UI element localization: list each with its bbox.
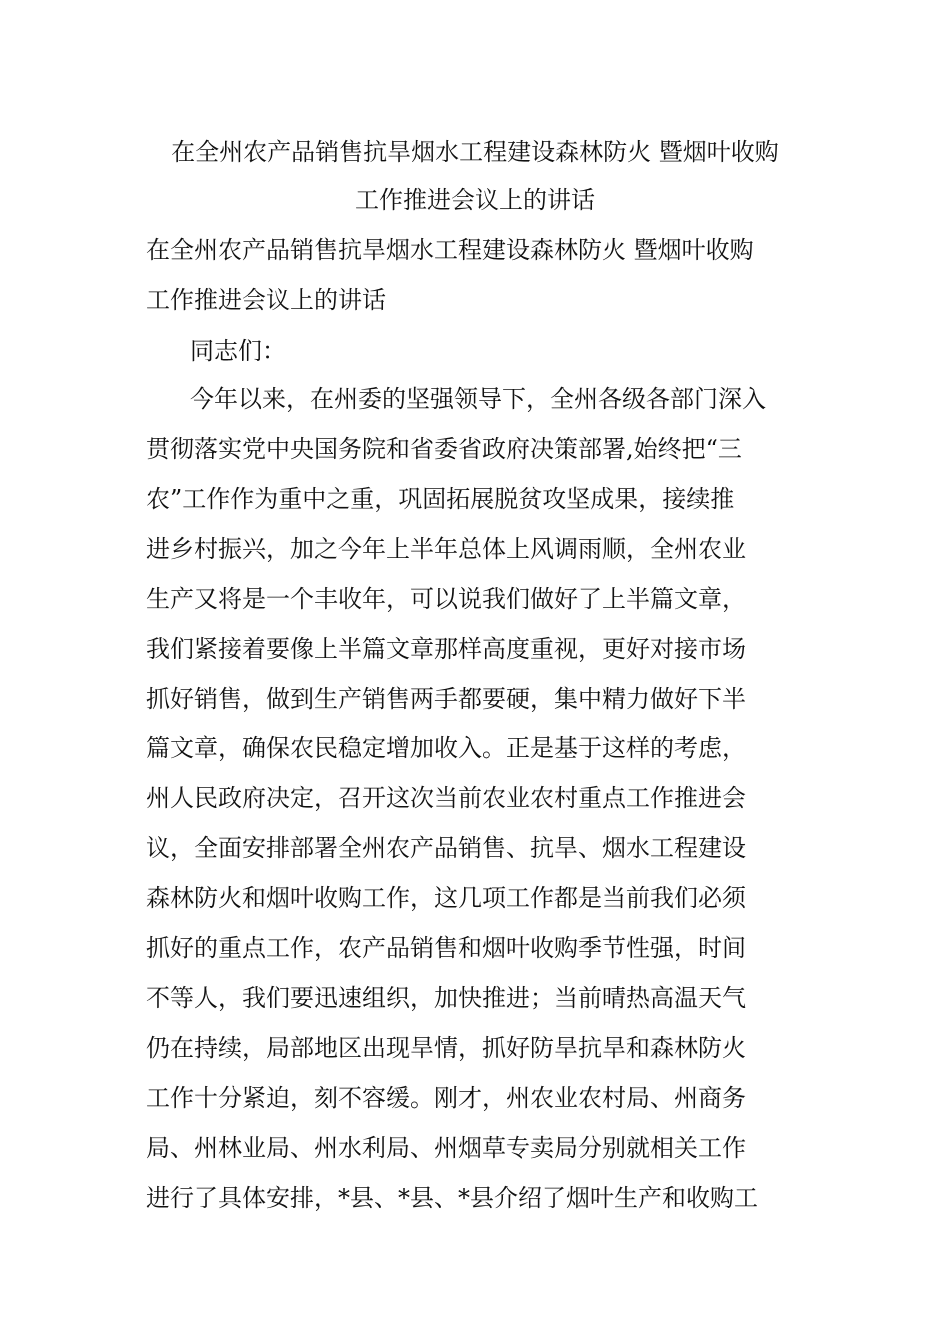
body-line-8: 篇文章，确保农民稳定增加收入。正是基于这样的考虑， xyxy=(146,734,746,762)
document-title-line-1: 在全州农产品销售抗旱烟水工程建设森林防火 暨烟叶收购 xyxy=(171,138,779,166)
body-line-9: 州人民政府决定，召开这次当前农业农村重点工作推进会 xyxy=(146,784,746,812)
body-line-3: 农”工作作为重中之重，巩固拓展脱贫攻坚成果，接续推 xyxy=(146,485,735,513)
body-line-2: 贯彻落实党中央国务院和省委省政府决策部署,始终把“三 xyxy=(146,435,742,463)
body-line-13: 不等人，我们要迅速组织，加快推进；当前晴热高温天气 xyxy=(146,984,746,1012)
body-line-15: 工作十分紧迫，刻不容缓。刚才，州农业农村局、州商务 xyxy=(146,1084,746,1112)
body-line-10: 议，全面安排部署全州农产品销售、抗旱、烟水工程建设 xyxy=(146,834,746,862)
document-title-line-2: 工作推进会议上的讲话 xyxy=(355,186,595,214)
body-line-6: 我们紧接着要像上半篇文章那样高度重视，更好对接市场 xyxy=(146,635,746,663)
body-line-17: 进行了具体安排，*县、*县、*县介绍了烟叶生产和收购工 xyxy=(146,1184,758,1212)
body-line-1: 今年以来，在州委的坚强领导下，全州各级各部门深入 xyxy=(190,385,766,413)
body-line-12: 抓好的重点工作，农产品销售和烟叶收购季节性强，时间 xyxy=(146,934,746,962)
body-line-14: 仍在持续，局部地区出现旱情，抓好防旱抗旱和森林防火 xyxy=(146,1034,746,1062)
subtitle-line-1: 在全州农产品销售抗旱烟水工程建设森林防火 暨烟叶收购 xyxy=(146,236,754,264)
salutation: 同志们： xyxy=(190,337,286,365)
body-line-4: 进乡村振兴，加之今年上半年总体上风调雨顺，全州农业 xyxy=(146,535,746,563)
body-line-16: 局、州林业局、州水利局、州烟草专卖局分别就相关工作 xyxy=(146,1134,746,1162)
body-line-11: 森林防火和烟叶收购工作，这几项工作都是当前我们必须 xyxy=(146,884,746,912)
body-line-5: 生产又将是一个丰收年，可以说我们做好了上半篇文章， xyxy=(146,585,746,613)
subtitle-line-2: 工作推进会议上的讲话 xyxy=(146,286,386,314)
body-line-7: 抓好销售，做到生产销售两手都要硬，集中精力做好下半 xyxy=(146,685,746,713)
